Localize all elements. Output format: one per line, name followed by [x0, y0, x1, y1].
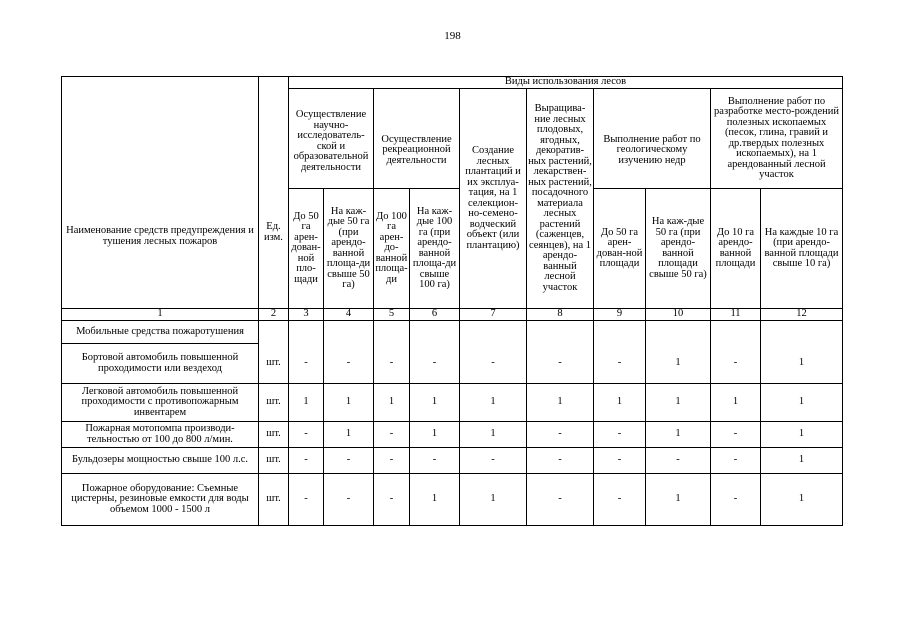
table-row — [62, 422, 843, 448]
row-value: - — [527, 344, 594, 384]
col-number: 10 — [646, 309, 711, 321]
row-value: 1 — [410, 474, 460, 526]
col-number: 1 — [62, 309, 259, 321]
row-unit: шт. — [259, 422, 289, 448]
row-value — [374, 321, 410, 344]
row-value: - — [289, 344, 324, 384]
row-value: - — [711, 448, 761, 474]
row-name: Мобильные средства пожаротушения — [62, 321, 259, 344]
table-row — [62, 384, 843, 422]
row-value: - — [646, 448, 711, 474]
row-value — [410, 321, 460, 344]
row-value: - — [324, 344, 374, 384]
row-name: Легковой автомобиль повышенной проходимости с противопожарным инвентарем — [62, 384, 259, 422]
row-value: 1 — [460, 422, 527, 448]
row-name: Бортовой автомобиль повышенной проходимости или вездеход — [62, 344, 259, 384]
fire-equipment-table — [61, 76, 843, 526]
header-growing: Выращива-ние лесных плодовых, ягодных, декоратив-ных растений, лекарствен-ных растений, посадочного материала лесных растений (саженцев, сеянцев), на 1 арендо-ванный лесной участок — [527, 89, 594, 309]
col-number: 8 — [527, 309, 594, 321]
row-name: Пожарная мотопомпа производи-тельностью от 100 до 800 л/мин. — [62, 422, 259, 448]
col-number: 5 — [374, 309, 410, 321]
header-name: Наименование средств предупреждения и тушения лесных пожаров — [62, 77, 259, 309]
row-value: - — [410, 344, 460, 384]
row-value: 1 — [324, 384, 374, 422]
row-value — [761, 321, 843, 344]
row-value: 1 — [289, 384, 324, 422]
row-value: 1 — [460, 474, 527, 526]
table-row — [62, 321, 843, 344]
col-number: 4 — [324, 309, 374, 321]
header-geology-sub2: На каж-дые 50 га (при арендо-ванной площади свыше 50 га) — [646, 189, 711, 309]
header-recreation: Осуществление рекреационной деятельности — [374, 89, 460, 189]
row-value: 1 — [410, 422, 460, 448]
row-value: 1 — [711, 384, 761, 422]
row-value — [527, 321, 594, 344]
row-value: - — [527, 448, 594, 474]
row-value: 1 — [761, 384, 843, 422]
row-value: - — [711, 422, 761, 448]
row-value: - — [374, 344, 410, 384]
row-value: - — [289, 474, 324, 526]
table-row — [62, 344, 843, 384]
page-number: 198 — [444, 30, 461, 42]
row-value: - — [594, 422, 646, 448]
row-value — [594, 321, 646, 344]
row-value: - — [527, 474, 594, 526]
header-mining-sub2: На каждые 10 га (при арендо-ванной площади свыше 10 га) — [761, 189, 843, 309]
col-number: 7 — [460, 309, 527, 321]
row-value — [460, 321, 527, 344]
row-value: 1 — [761, 344, 843, 384]
col-number: 11 — [711, 309, 761, 321]
row-unit: шт. — [259, 448, 289, 474]
header-group-title: Виды использования лесов — [289, 77, 843, 89]
row-value: 1 — [374, 384, 410, 422]
row-value: 1 — [594, 384, 646, 422]
row-unit: шт. — [259, 384, 289, 422]
header-mining-sub1: До 10 га арендо-ванной площади — [711, 189, 761, 309]
row-value: 1 — [646, 422, 711, 448]
header-recreation-sub2: На каж-дые 100 га (при арендо-ванной площа-ди свыше 100 га) — [410, 189, 460, 309]
row-value — [289, 321, 324, 344]
row-value: - — [289, 422, 324, 448]
row-value: - — [374, 474, 410, 526]
header-science-sub1: До 50 га арен-дован-ной пло-щади — [289, 189, 324, 309]
header-geology-sub1: До 50 га арен-дован-ной площади — [594, 189, 646, 309]
col-number: 12 — [761, 309, 843, 321]
row-value: 1 — [460, 384, 527, 422]
row-unit: шт. — [259, 474, 289, 526]
header-unit: Ед. изм. — [259, 77, 289, 309]
row-value — [711, 321, 761, 344]
row-value — [646, 321, 711, 344]
row-value: 1 — [761, 422, 843, 448]
row-value: - — [594, 474, 646, 526]
col-number: 6 — [410, 309, 460, 321]
row-value: - — [374, 448, 410, 474]
header-geology: Выполнение работ по геологическому изучению недр — [594, 89, 711, 189]
header-recreation-sub1: До 100 га арен-до-ванной площа-ди — [374, 189, 410, 309]
row-name: Бульдозеры мощностью свыше 100 л.с. — [62, 448, 259, 474]
row-value: - — [711, 344, 761, 384]
row-value: - — [324, 474, 374, 526]
row-value: 1 — [410, 384, 460, 422]
row-value: - — [324, 448, 374, 474]
column-numbers-row — [62, 309, 843, 321]
col-number: 2 — [259, 309, 289, 321]
col-number: 3 — [289, 309, 324, 321]
header-science-sub2: На каж-дые 50 га (при арендо-ванной площа-ди свыше 50 га) — [324, 189, 374, 309]
row-value: 1 — [646, 474, 711, 526]
row-value: 1 — [646, 344, 711, 384]
row-value: - — [460, 344, 527, 384]
row-value: 1 — [527, 384, 594, 422]
table-row — [62, 448, 843, 474]
row-value: - — [711, 474, 761, 526]
col-number: 9 — [594, 309, 646, 321]
row-value: 1 — [324, 422, 374, 448]
row-value — [324, 321, 374, 344]
row-name: Пожарное оборудование: Съемные цистерны, резиновые емкости для воды объемом 1000 - 1500 л — [62, 474, 259, 526]
row-unit — [259, 321, 289, 344]
row-value: 1 — [761, 448, 843, 474]
row-value: 1 — [646, 384, 711, 422]
row-value: - — [594, 344, 646, 384]
row-value: - — [460, 448, 527, 474]
row-value: - — [527, 422, 594, 448]
row-value: - — [374, 422, 410, 448]
header-mining: Выполнение работ по разработке место-рождений полезных ископаемых (песок, глина, гравий и др.твердых полезных ископаемых), на 1 арендованный лесной участок — [711, 89, 843, 189]
table-row — [62, 474, 843, 526]
header-plantations: Создание лесных плантаций и их эксплуа-тация, на 1 селекцион-но-семено-водческий объект (или плантацию) — [460, 89, 527, 309]
row-value: 1 — [761, 474, 843, 526]
row-value: - — [594, 448, 646, 474]
row-unit: шт. — [259, 344, 289, 384]
row-value: - — [289, 448, 324, 474]
row-value: - — [410, 448, 460, 474]
header-science: Осуществление научно-исследователь-ской и образовательной деятельности — [289, 89, 374, 189]
